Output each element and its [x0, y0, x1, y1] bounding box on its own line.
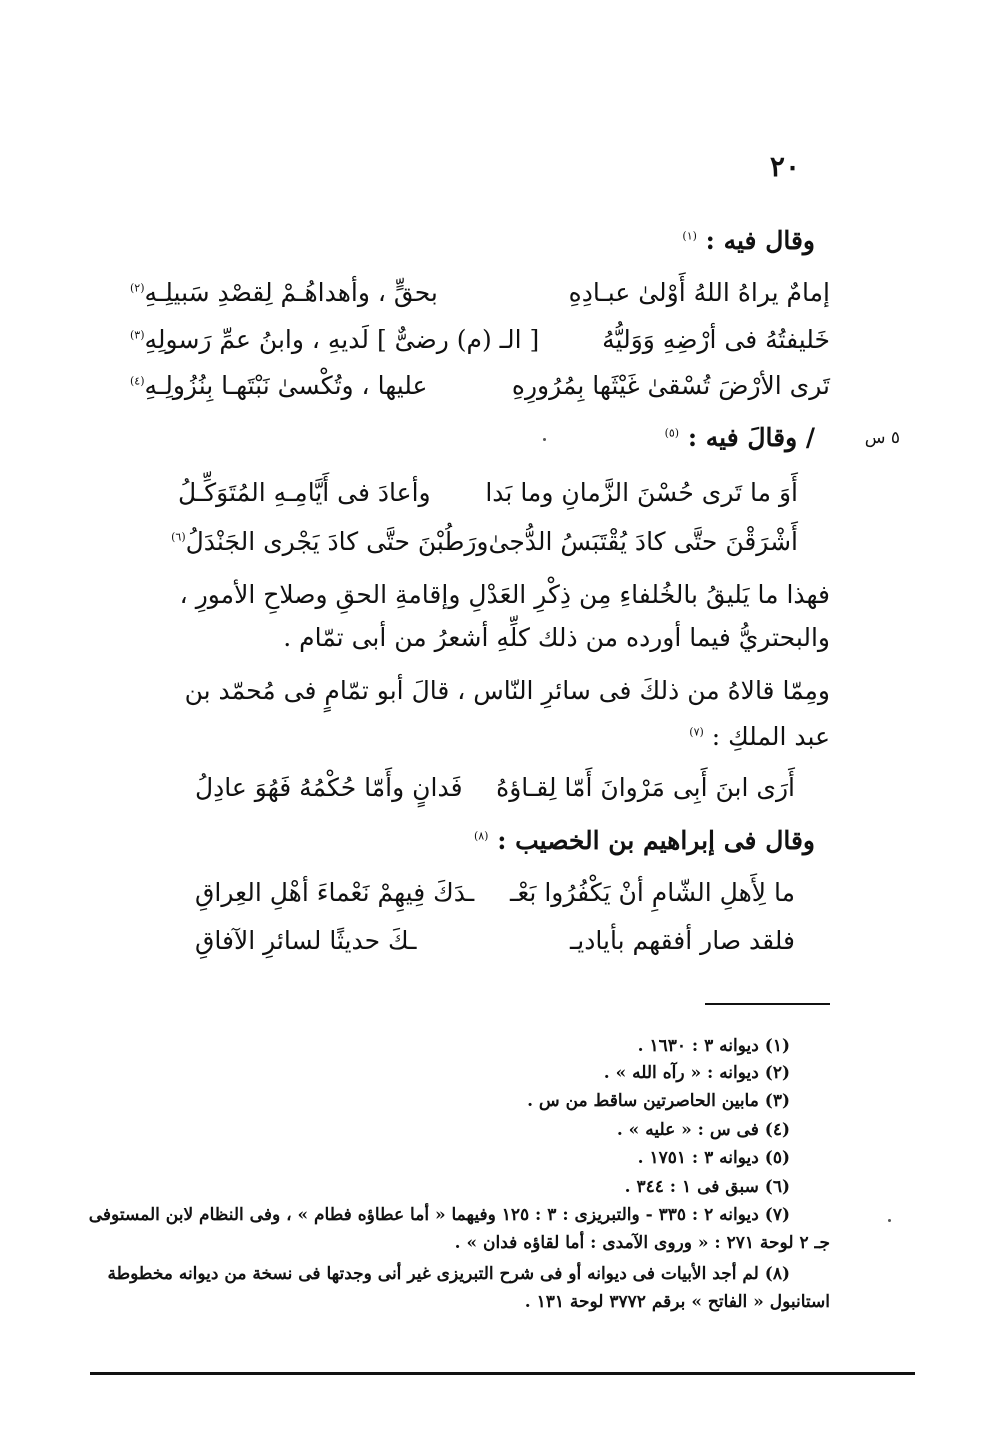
verse-hemistich-second: وأعادَ فى أَيَّامِـهِ المُتَوَكِّـلُ	[178, 478, 431, 507]
section1-intro	[682, 226, 815, 255]
footnote-7-text: (٧) ديوانه ٢ : ٣٣٥ - والتبريزى : ٣ : ١٢٥ وفيهما « أما عطاؤه فطام » ، وفى النظام لابن المستوفى	[88, 1205, 790, 1225]
verse-line	[130, 278, 830, 307]
footnote-8-text: (٨) لم أجد الأبيات فى ديوانه أو فى شرح التبريزى غير أنى وجدتها فى نسخة من ديوانه مخطوطة	[107, 1264, 790, 1284]
section1-intro-text: وقال فيه :	[705, 226, 815, 255]
verse-hemistich-first: أَوَ ما تَرى حُسْنَ الزَّمانِ وما بَدا	[485, 478, 798, 507]
prose-text: والبحتريُّ فيما أورده من ذلك كلِّهِ أشعرُ من أبى تمّام .	[283, 623, 830, 652]
prose-line	[130, 623, 830, 652]
section2-intro-text: / وقالَ فيه :	[687, 423, 815, 452]
footnote-ref-8: (٨)	[473, 829, 489, 843]
verse-hemistich-second: بحقٍّ ، وأهداهُـمْ لِقصْدِ سَبيلِـهِ$^{(٢)}$	[130, 278, 438, 307]
footnote-ref-6: (٦)	[171, 530, 186, 544]
section3-intro	[474, 826, 815, 855]
page-number: ٢٠	[769, 150, 800, 183]
margin-note: ٥ س	[864, 428, 900, 448]
footnote-divider	[705, 1003, 830, 1005]
prose-text: فهذا ما يَليقُ بالخُلفاءِ مِن ذِكْرِ العَدْلِ وإقامةِ الحقِ وصلاحِ الأمورِ ،	[179, 580, 830, 609]
footnote-ref-1: (١)	[682, 229, 697, 243]
verse-hemistich-first: تَرى الأرْضَ تُسْقىٰ غَيْثَها بِمُرُورِهِ	[511, 371, 830, 400]
footnote-7	[88, 1205, 790, 1225]
verse-hemistich-second: ـكَ حديثًا لسائرِ الآفاقِ	[195, 926, 417, 955]
footnote-ref-4: (٤)	[130, 374, 145, 388]
footnote-ref-3: (٣)	[130, 328, 145, 342]
page-bottom-rule	[90, 1372, 915, 1375]
prose-text: عبد الملكِ :	[711, 722, 830, 751]
scan-speck	[888, 1219, 891, 1222]
verse-line	[195, 773, 795, 802]
footnote-4: (٤) فى س : « عليه » .	[616, 1120, 790, 1140]
footnote-1: (١) ديوانه ٣ : ١٦٣٠ .	[637, 1036, 790, 1056]
verse-hemistich-first: خَليفتُهُ فى أرْضِهِ وَوَليُّهُ	[602, 325, 830, 354]
prose-line	[130, 722, 830, 751]
verse-hemistich-second: عليها ، وتُكْسىٰ نَبْتَهـا بِنُزُولِـهِ$^{(٤)}$	[130, 371, 428, 400]
verse-line	[130, 325, 830, 354]
section2-intro	[665, 423, 815, 452]
verse-line	[195, 926, 795, 955]
verse-hemistich-first: أَشْرَقْنَ حتَّى كادَ يُقْتَبَسُ الدُّجىٰ	[488, 527, 798, 556]
footnote-2: (٢) ديوانه : « رآه الله » .	[603, 1063, 790, 1083]
verse-line	[195, 878, 795, 907]
verse-hemistich-second: ـدَكَ فِيهِمْ نَعْماءَ أهْلِ العِراقِ	[195, 878, 475, 907]
footnote-ref-5: (٥)	[664, 426, 680, 440]
footnote-3: (٣) مابين الحاصرتين ساقط من س .	[527, 1091, 790, 1111]
verse-hemistich-second: فَدانٍ وأَمّا حُكْمُهُ فَهُوَ عادِلُ	[195, 773, 463, 802]
footnote-8	[107, 1264, 790, 1284]
footnote-5: (٥) ديوانه ٣ : ١٧٥١ .	[637, 1148, 790, 1168]
verse-line	[178, 478, 798, 507]
footnote-8-continued: استانبول « الفاتح » برقم ٣٧٧٢ لوحة ١٣١ .	[524, 1292, 830, 1312]
verse-line	[171, 527, 798, 556]
footnote-ref-2: (٢)	[130, 281, 145, 295]
footnote-7-continued: جـ ٢ لوحة ٢٧١ : « وروى الآمدى : أما لقاؤه فدان » .	[454, 1233, 830, 1253]
prose-line	[130, 676, 830, 705]
verse-hemistich-first: فلقد صار أفقهم بأياديـ	[569, 926, 795, 955]
footnote-6: (٦) سبق فى ١ : ٣٤٤ .	[624, 1177, 790, 1197]
section3-intro-text: وقال فى إبراهيم بن الخصيب :	[497, 826, 815, 855]
verse-hemistich-second: [ الـ (م) رضىٌّ ] لَديهِ ، وابنُ عمِّ رَسولِهِ$^{(٣)}$	[130, 325, 540, 354]
prose-line	[130, 580, 830, 609]
verse-line	[130, 371, 830, 400]
verse-hemistich-second: ورَطُبْنَ حتَّى كادَ يَجْرى الجَنْدَلُ$^{(٦)}$	[171, 527, 489, 556]
verse-hemistich-first: أَرَى ابنَ أَبِى مَرْوانَ أَمّا لِقـاؤهُ	[496, 773, 795, 802]
verse-hemistich-first: إمامٌ يراهُ اللهُ أَوْلىٰ عبـادِهِ	[568, 278, 830, 307]
scan-speck	[543, 438, 546, 441]
footnote-ref-7: (٧)	[689, 725, 704, 739]
prose-text: ومِمّا قالاهُ من ذلكَ فى سائرِ النّاس ، قالَ أبو تمّامٍ فى مُحمّد بن	[184, 676, 830, 705]
verse-hemistich-first: ما لِأَهلِ الشّامِ أنْ يَكْفُرُوا بَعْـ	[510, 878, 795, 907]
